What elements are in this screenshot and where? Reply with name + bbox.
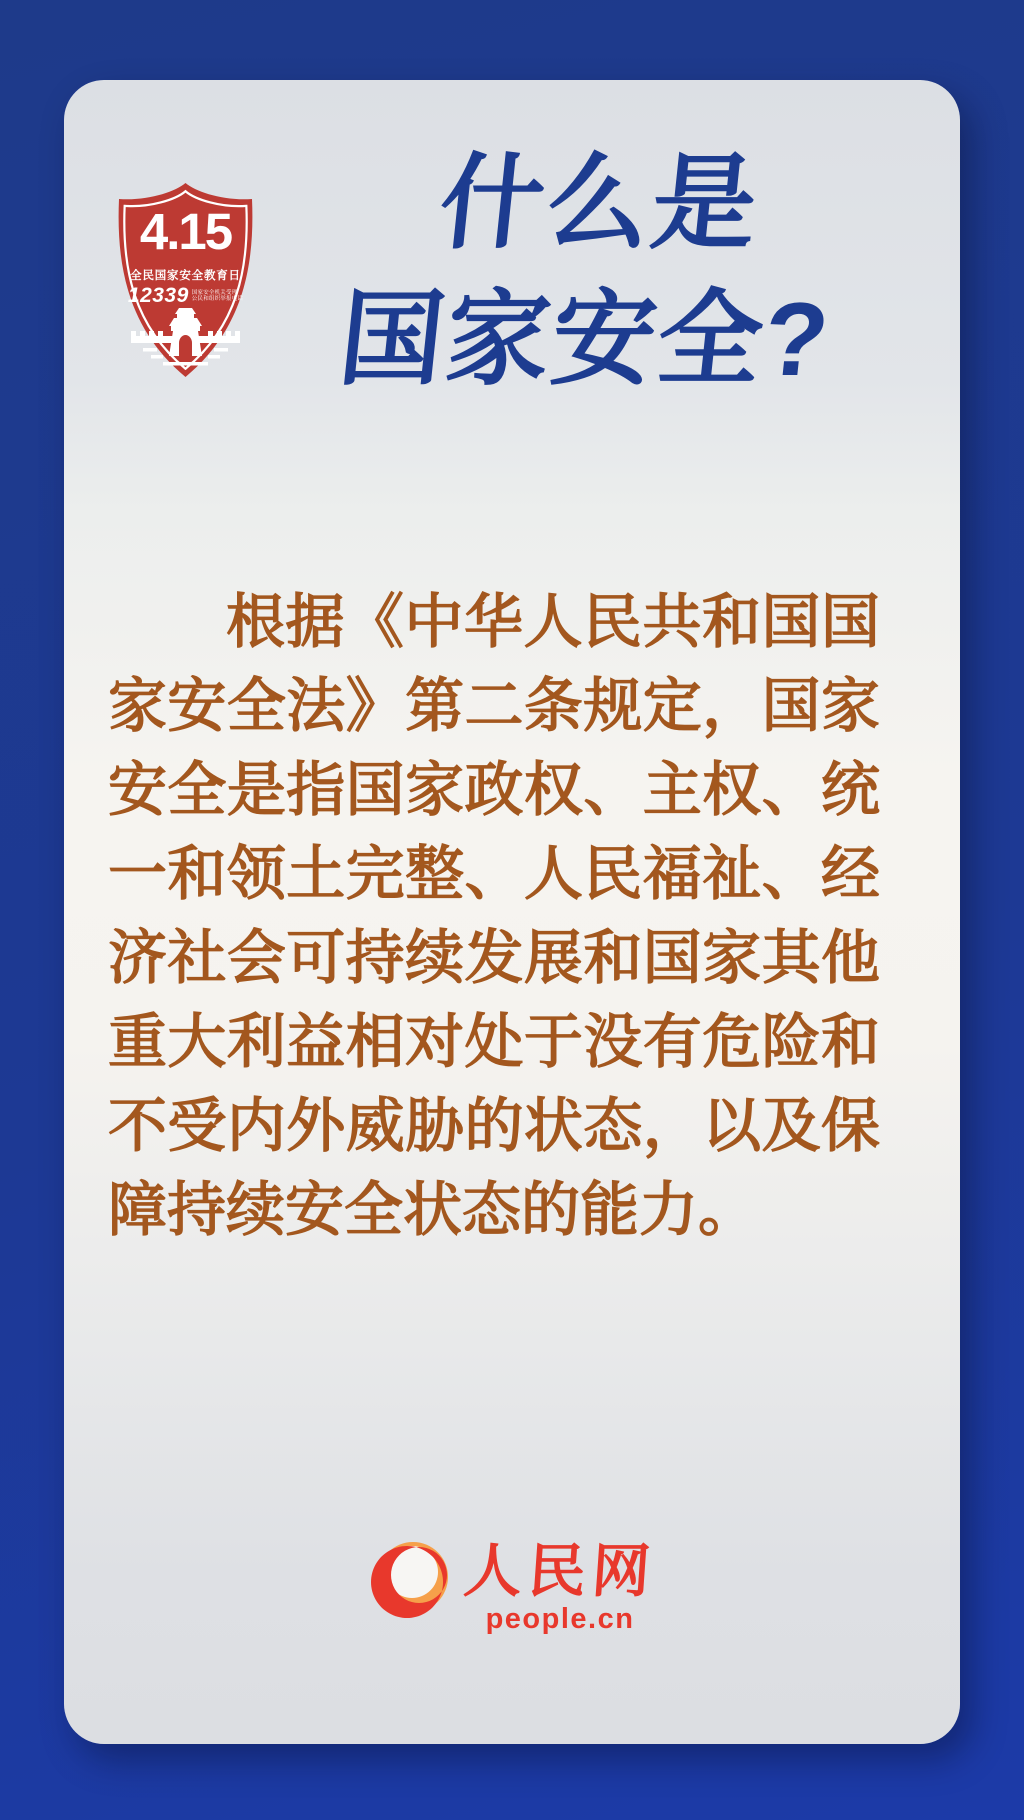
page-title bbox=[50, 136, 975, 408]
peoplecn-logo-name: 人民网 bbox=[461, 1537, 659, 1605]
poster-card bbox=[64, 80, 960, 1744]
badge-hotline-note-2: 公民和组织举报电话 bbox=[191, 296, 244, 302]
peoplecn-globe-icon bbox=[368, 1538, 452, 1624]
peoplecn-logo-domain: people.cn bbox=[485, 1603, 635, 1635]
page-title-line-1: 什么是 bbox=[434, 146, 765, 262]
badge-hotline-number: 12339 bbox=[127, 284, 189, 307]
badge-title: 全民国家安全教育日 bbox=[130, 270, 241, 282]
badge-hotline-note-1: 国家安全机关受理 bbox=[191, 289, 238, 296]
page-title-line-2: 国家安全? bbox=[333, 282, 836, 398]
definition-paragraph: 根据《中华人民共和国国家安全法》第二条规定，国家安全是指国家政权、主权、统一和领土完整、人民福祉、经济社会可持续发展和国家其他重大利益相对处于没有危险和不受内外威胁的状态，以及保障持续安全状态的能力。 bbox=[108, 589, 880, 1243]
peoplecn-logo bbox=[64, 1538, 960, 1634]
badge-date: 4.15 bbox=[139, 203, 232, 260]
peoplecn-logo-texts bbox=[461, 1537, 659, 1635]
